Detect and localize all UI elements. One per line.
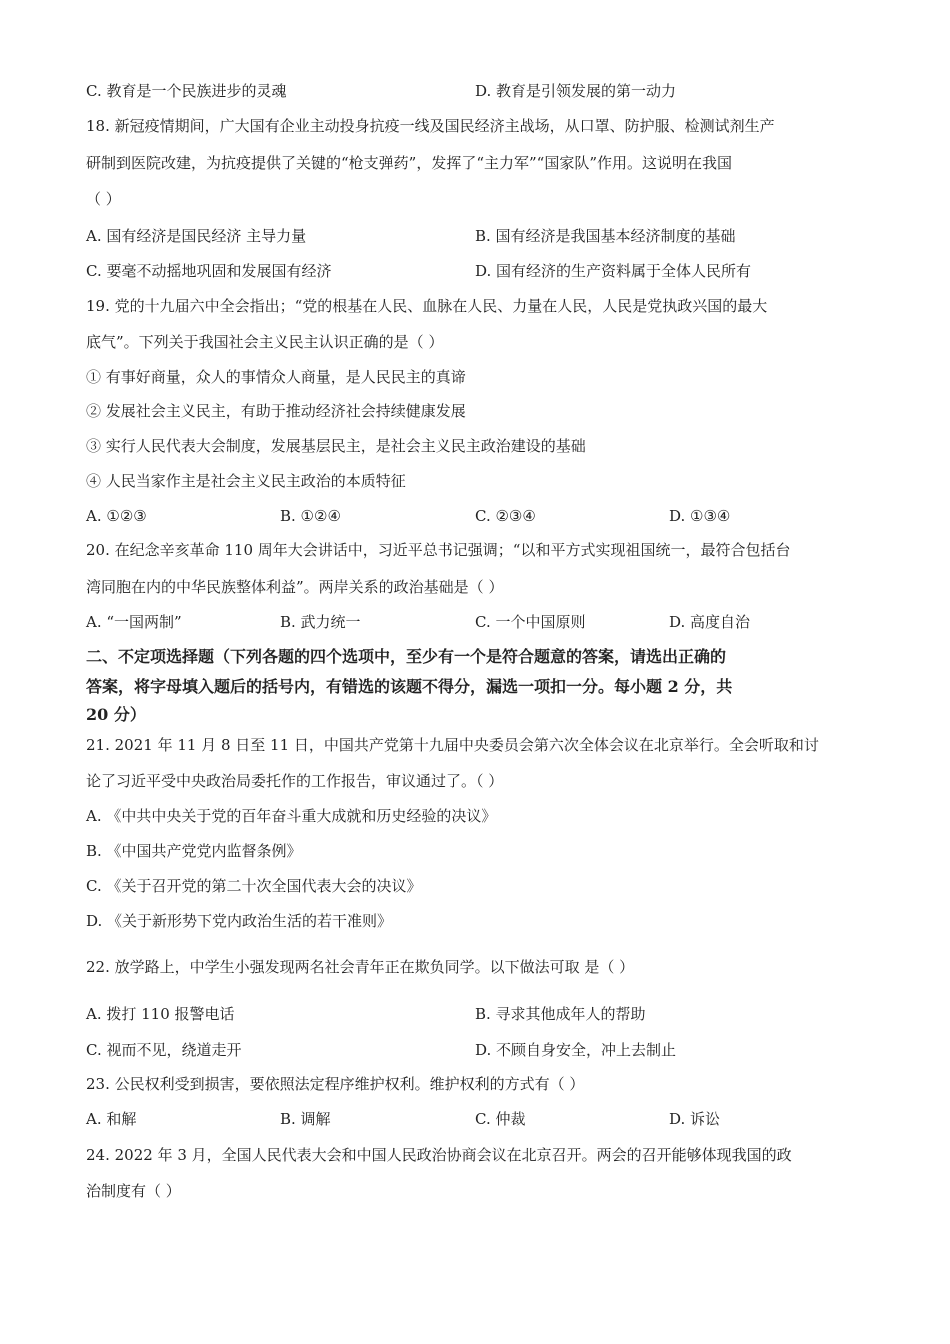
q18-option-c: C. 要毫不动摇地巩固和发展国有经济 [86, 262, 332, 280]
q20-stem-line2: 湾同胞在内的中华民族整体利益”。两岸关系的政治基础是（ ） [86, 578, 504, 596]
q20-stem-line1: 20. 在纪念辛亥革命 110 周年大会讲话中，习近平总书记强调；“以和平方式实现祖国统一，最符合包括台 [86, 541, 791, 559]
q20-option-a: A. “一国两制” [86, 613, 182, 631]
q22-option-c: C. 视而不见，绕道走开 [86, 1041, 242, 1059]
section2-heading-line3: 20 分） [86, 705, 146, 724]
q18-stem-line1: 18. 新冠疫情期间，广大国有企业主动投身抗疫一线及国民经济主战场，从口罩、防护服、检测试剂生产 [86, 117, 775, 135]
q19-item-4: ④ 人民当家作主是社会主义民主政治的本质特征 [86, 472, 406, 490]
q21-option-d: D. 《关于新形势下党内政治生活的若干准则》 [86, 912, 393, 930]
q22-option-b: B. 寻求其他成年人的帮助 [475, 1005, 646, 1023]
q18-option-d: D. 国有经济的生产资料属于全体人民所有 [475, 262, 752, 280]
q19-option-a: A. ①②③ [86, 507, 147, 525]
q21-option-b: B. 《中国共产党党内监督条例》 [86, 842, 302, 860]
q18-option-b: B. 国有经济是我国基本经济制度的基础 [475, 227, 736, 245]
q21-stem-line2: 论了习近平受中央政治局委托作的工作报告，审议通过了。（ ） [86, 772, 504, 790]
q19-item-2: ② 发展社会主义民主，有助于推动经济社会持续健康发展 [86, 402, 466, 420]
section2-heading-line1: 二、不定项选择题（下列各题的四个选项中，至少有一个是符合题意的答案，请选出正确的 [86, 647, 727, 666]
q21-option-c: C. 《关于召开党的第二十次全国代表大会的决议》 [86, 877, 422, 895]
q17-option-c: C. 教育是一个民族进步的灵魂 [86, 82, 287, 100]
q23-option-d: D. 诉讼 [669, 1110, 721, 1128]
q19-option-b: B. ①②④ [280, 507, 341, 525]
q20-option-d: D. 高度自治 [669, 613, 751, 631]
q24-stem-line2: 治制度有（ ） [86, 1182, 181, 1200]
q17-option-d: D. 教育是引领发展的第一动力 [475, 82, 677, 100]
q19-item-3: ③ 实行人民代表大会制度，发展基层民主，是社会主义民主政治建设的基础 [86, 437, 586, 455]
q22-option-d: D. 不顾自身安全，冲上去制止 [475, 1041, 677, 1059]
q23-option-a: A. 和解 [86, 1110, 137, 1128]
q20-option-c: C. 一个中国原则 [475, 613, 586, 631]
q18-stem-line2: 研制到医院改建，为抗疫提供了关键的“枪支弹药”，发挥了“主力军”“国家队”作用。这说明在我国 [86, 154, 733, 172]
q21-option-a: A. 《中共中央关于党的百年奋斗重大成就和历史经验的决议》 [86, 807, 497, 825]
q19-stem-line2: 底气”。下列关于我国社会主义民主认识正确的是（ ） [86, 333, 444, 351]
q23-option-c: C. 仲裁 [475, 1110, 526, 1128]
q19-item-1: ① 有事好商量，众人的事情众人商量，是人民民主的真谛 [86, 368, 466, 386]
q19-option-d: D. ①③④ [669, 507, 731, 525]
q19-option-c: C. ②③④ [475, 507, 536, 525]
q24-stem-line1: 24. 2022 年 3 月，全国人民代表大会和中国人民政治协商会议在北京召开。两会的召开能够体现我国的政 [86, 1146, 792, 1164]
q19-stem-line1: 19. 党的十九届六中全会指出；“党的根基在人民、血脉在人民、力量在人民，人民是党执政兴国的最大 [86, 297, 768, 315]
q21-stem-line1: 21. 2021 年 11 月 8 日至 11 日，中国共产党第十九届中央委员会第六次全体会议在北京举行。全会听取和讨 [86, 736, 819, 754]
q22-option-a: A. 拨打 110 报警电话 [86, 1005, 235, 1023]
section2-heading-line2: 答案，将字母填入题后的括号内，有错选的该题不得分，漏选一项扣一分。每小题 2 分，共 [86, 677, 733, 696]
q23-stem: 23. 公民权利受到损害，要依照法定程序维护权利。维护权利的方式有（ ） [86, 1075, 585, 1093]
q18-stem-line3: （ ） [86, 190, 121, 208]
q18-option-a: A. 国有经济是国民经济 主导力量 [86, 227, 307, 245]
q22-stem: 22. 放学路上，中学生小强发现两名社会青年正在欺负同学。以下做法可取 是（ ） [86, 958, 635, 976]
q20-option-b: B. 武力统一 [280, 613, 361, 631]
q23-option-b: B. 调解 [280, 1110, 331, 1128]
